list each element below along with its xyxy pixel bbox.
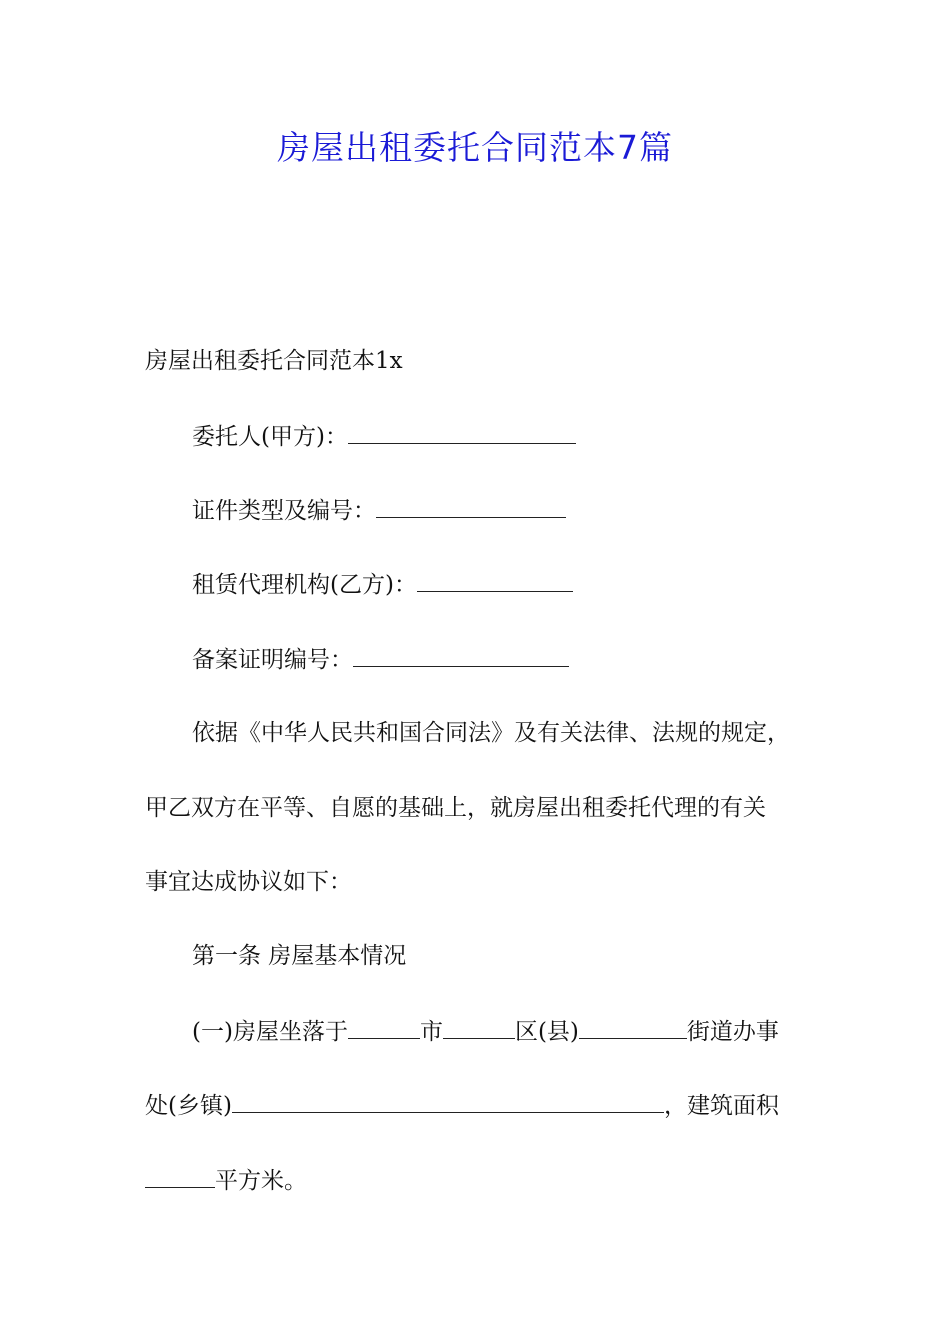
location-line-2 bbox=[145, 1090, 779, 1121]
section-heading: 房屋出租委托合同范本1x bbox=[145, 348, 403, 374]
field-id-type bbox=[192, 495, 566, 526]
location-area-label: ，建筑面积 bbox=[663, 1093, 779, 1119]
blank-record-no bbox=[353, 644, 569, 667]
location-town-label: 处(乡镇) bbox=[145, 1093, 232, 1119]
blank-id-type bbox=[376, 495, 566, 518]
blank-city bbox=[348, 1016, 420, 1039]
blank-district bbox=[443, 1016, 515, 1039]
document-title: 房屋出租委托合同范本7篇 bbox=[277, 128, 673, 167]
field-record-no-label: 备案证明编号： bbox=[192, 647, 353, 673]
article-1-heading: 第一条 房屋基本情况 bbox=[192, 943, 407, 969]
location-line-1 bbox=[192, 1016, 779, 1047]
blank-agency bbox=[417, 569, 573, 592]
field-id-type-label: 证件类型及编号： bbox=[192, 498, 376, 524]
field-principal bbox=[192, 421, 576, 452]
blank-principal bbox=[348, 421, 576, 444]
blank-town bbox=[232, 1090, 664, 1113]
blank-street bbox=[579, 1016, 687, 1039]
intro-line-1: 依据《中华人民共和国合同法》及有关法律、法规的规定， bbox=[192, 720, 790, 746]
location-prefix: (一)房屋坐落于 bbox=[192, 1019, 348, 1045]
location-district-label: 区(县) bbox=[514, 1019, 579, 1045]
intro-line-3: 事宜达成协议如下： bbox=[145, 869, 352, 895]
blank-area bbox=[145, 1165, 215, 1188]
location-unit-label: 平方米。 bbox=[215, 1168, 307, 1194]
location-line-3 bbox=[145, 1165, 307, 1196]
field-principal-label: 委托人(甲方)： bbox=[192, 424, 348, 450]
intro-line-2: 甲乙双方在平等、自愿的基础上，就房屋出租委托代理的有关 bbox=[145, 795, 766, 821]
location-street-label: 街道办事 bbox=[686, 1019, 779, 1045]
field-agency bbox=[192, 569, 573, 600]
location-city-label: 市 bbox=[419, 1019, 443, 1045]
field-agency-label: 租赁代理机构(乙方)： bbox=[192, 572, 417, 598]
field-record-no bbox=[192, 644, 569, 675]
